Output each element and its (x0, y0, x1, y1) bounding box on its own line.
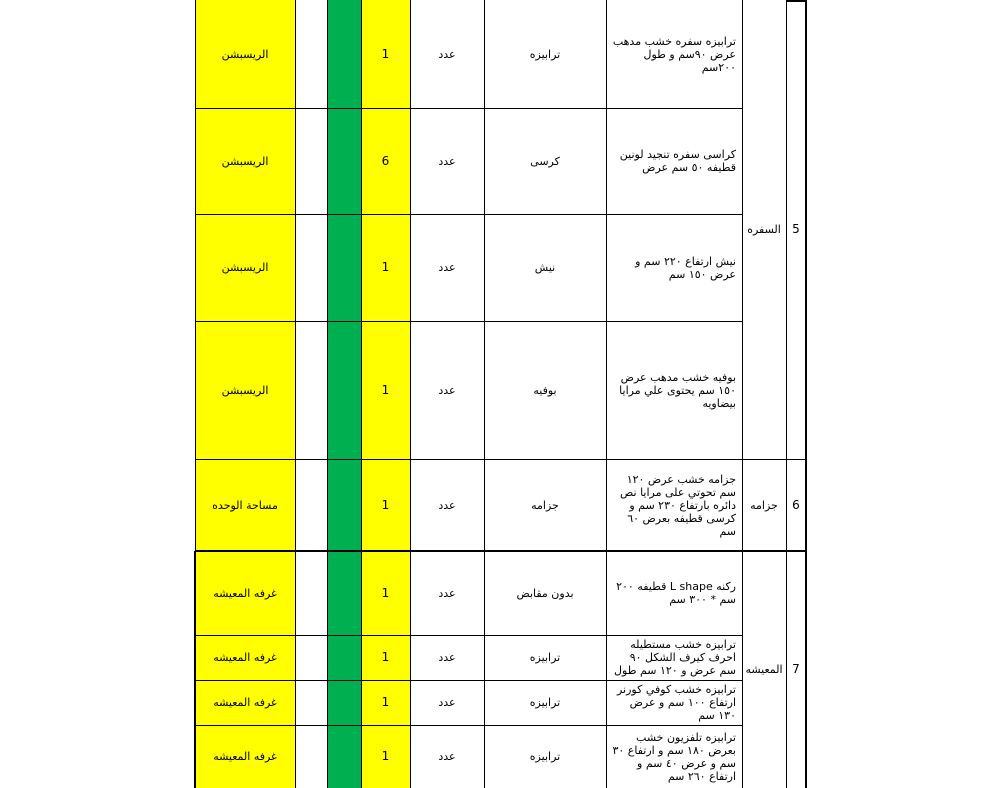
quantity-cell: 1 (381, 497, 390, 512)
grid-line (327, 0, 328, 788)
grid-line (742, 459, 806, 460)
group-name-cell: المعيشه (745, 663, 783, 676)
quantity-cell: 1 (381, 46, 390, 61)
grid-line (195, 459, 742, 460)
unit-cell: عدد (438, 47, 456, 61)
group-number-cell: 6 (792, 497, 800, 512)
group-name-cell: السفره (747, 223, 781, 236)
unit-cell: عدد (438, 586, 456, 600)
description-cell: جزامه خشب عرض ١٢٠ سم تحوتي على مرايا نص دائره بارتفاع ٢٣٠ سم و كرسى قطيفه بعرض ٦٠ سم (620, 472, 736, 538)
description-cell: بوفيه خشب مدهب عرض ١٥٠ سم يحتوى علي مرايا بيضاويه (619, 370, 736, 410)
item-cell: كرسى (530, 154, 560, 168)
grid-line (195, 321, 742, 322)
grid-line (195, 550, 806, 552)
item-cell: ترابيزه (529, 750, 561, 763)
item-cell: بدون مقابض (516, 586, 574, 600)
grid-line (484, 0, 485, 788)
item-cell: ترابيزه (529, 696, 561, 709)
location-cell: الريسبشن (221, 261, 269, 274)
grid-line (195, 680, 742, 681)
unit-cell: عدد (438, 696, 456, 709)
unit-cell: عدد (438, 383, 456, 397)
grid-line (786, 0, 806, 2)
quantity-cell: 1 (381, 650, 390, 664)
description-cell: ركنه L shape قطيفه ٢٠٠ سم * ٣٠٠ سم (616, 580, 736, 606)
unit-cell: عدد (438, 154, 456, 168)
location-cell: غرفه المعيشه (213, 586, 277, 600)
grid-line (606, 0, 607, 788)
unit-cell: عدد (438, 651, 456, 664)
unit-cell: عدد (438, 498, 456, 512)
description-cell: ترابيزه تلفزيون خشب بعرض ١٨٠ سم و ارتفاع ٣٠ سم و عرض ٤٠ سم و ارتفاع ٢٦٠ سم (612, 730, 736, 783)
grid-line (195, 108, 742, 109)
location-cell: الريسبشن (221, 154, 269, 168)
grid-line (786, 0, 787, 788)
quantity-cell: 1 (381, 695, 390, 709)
quantity-cell: 1 (381, 749, 390, 763)
grid-line (195, 635, 742, 636)
location-cell: الريسبشن (221, 47, 269, 61)
grid-line (805, 0, 807, 788)
unit-cell: عدد (438, 750, 456, 763)
description-cell: ترابيزه سفره خشب مدهب عرض ٩٠سم و طول ٢٠٠سم (612, 34, 736, 74)
quantity-cell: 1 (381, 585, 390, 600)
group-name-cell: جزامه (750, 498, 778, 512)
description-cell: ترابيزه خشب كوفي كورنر ارتفاع ١٠٠ سم و عرض ١٣٠ سم (616, 683, 736, 722)
grid-line (195, 725, 742, 726)
grid-line (410, 0, 411, 788)
item-cell: نيش (534, 261, 556, 274)
group-number-cell: 7 (792, 662, 800, 676)
item-cell: بوفيه (533, 383, 557, 397)
location-cell: مساحة الوحده (212, 498, 278, 512)
description-cell: كراسى سفره تنجيد لونين قطيفه ٥٠ سم عرض (619, 148, 736, 174)
description-cell: نيش ارتفاع ٢٢٠ سم و عرض ١٥٠ سم (635, 254, 736, 281)
description-cell: ترابيزه خشب مستطيله احرف كيرف الشكل ٩٠ سم عرض و ١٢٠ سم طول (614, 638, 736, 677)
item-cell: ترابيزه (529, 47, 561, 61)
location-cell: غرفه المعيشه (213, 651, 277, 664)
quantity-cell: 1 (381, 260, 390, 274)
unit-cell: عدد (438, 261, 456, 274)
quantity-cell: 1 (381, 382, 390, 397)
grid-line (195, 214, 742, 215)
group-number-cell: 5 (792, 222, 800, 236)
location-cell: غرفه المعيشه (213, 696, 277, 709)
grid-line (361, 0, 362, 788)
item-cell: جزامه (531, 498, 559, 512)
green-column-fill (327, 0, 361, 788)
grid-line (194, 551, 196, 788)
location-cell: الريسبشن (221, 383, 269, 397)
grid-line (742, 0, 743, 788)
item-cell: ترابيزه (529, 651, 561, 664)
grid-line (295, 0, 296, 788)
quantity-cell: 6 (381, 153, 390, 168)
location-cell: غرفه المعيشه (213, 750, 277, 763)
